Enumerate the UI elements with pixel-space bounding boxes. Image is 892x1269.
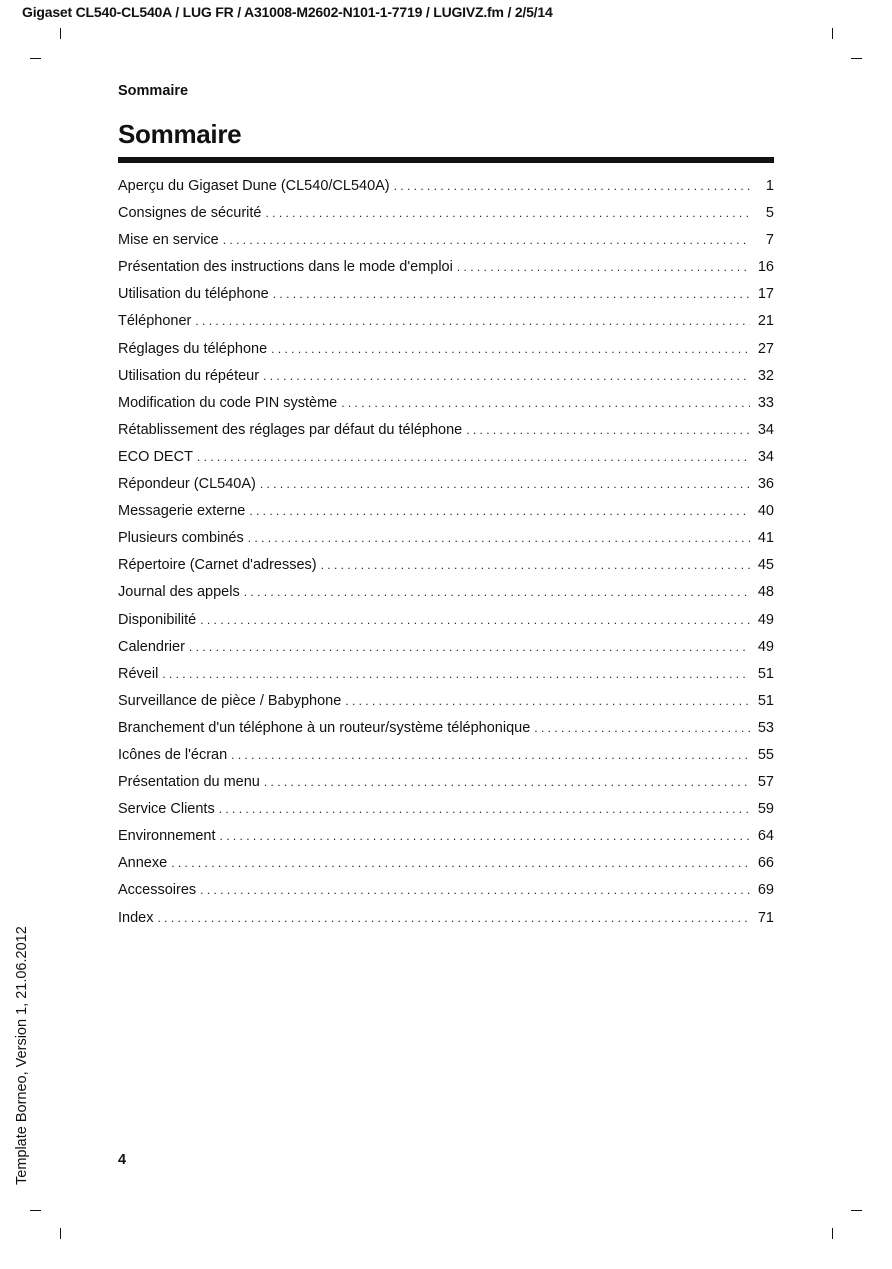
toc-entry-label[interactable]: Consignes de sécurité xyxy=(118,205,262,222)
crop-mark xyxy=(851,1210,862,1211)
toc-entry-page[interactable]: 40 xyxy=(757,503,774,520)
toc-entry[interactable] xyxy=(118,584,774,611)
toc-entry-label[interactable]: Environnement xyxy=(118,828,216,845)
toc-dot-leader xyxy=(249,504,750,518)
toc-entry[interactable] xyxy=(118,693,774,720)
toc-dot-leader xyxy=(200,613,750,627)
toc-entry-label[interactable]: Calendrier xyxy=(118,638,185,655)
toc-entry-page[interactable]: 51 xyxy=(757,692,774,709)
toc-dot-leader xyxy=(345,694,750,708)
toc-entry-label[interactable]: Branchement d'un téléphone à un routeur/système téléphonique xyxy=(118,719,531,736)
toc-entry-label[interactable]: Plusieurs combinés xyxy=(118,530,244,547)
toc-entry[interactable] xyxy=(118,395,774,422)
toc-dot-leader xyxy=(264,775,750,789)
toc-entry-label[interactable]: ECO DECT xyxy=(118,448,193,465)
toc-entry[interactable] xyxy=(118,774,774,801)
toc-entry-page[interactable]: 48 xyxy=(757,584,774,601)
crop-mark xyxy=(30,1210,41,1211)
toc-dot-leader xyxy=(263,369,750,383)
toc-entry[interactable] xyxy=(118,259,774,286)
toc-entry[interactable] xyxy=(118,828,774,855)
toc-entry-label[interactable]: Présentation du menu xyxy=(118,774,260,791)
toc-entry-label[interactable]: Rétablissement des réglages par défaut du téléphone xyxy=(118,421,463,438)
toc-entry-label[interactable]: Répondeur (CL540A) xyxy=(118,476,256,493)
toc-entry[interactable] xyxy=(118,286,774,313)
file-info-header: Gigaset CL540-CL540A / LUG FR / A31008-M2602-N101-1-7719 / LUGIVZ.fm / 2/5/14 xyxy=(22,4,553,20)
toc-entry-label[interactable]: Disponibilité xyxy=(118,611,197,628)
toc-entry-page[interactable]: 71 xyxy=(757,909,774,926)
toc-entry[interactable] xyxy=(118,855,774,882)
toc-entry-page[interactable]: 45 xyxy=(757,557,774,574)
toc-entry-label[interactable]: Journal des appels xyxy=(118,584,240,601)
toc-entry-page[interactable]: 66 xyxy=(757,855,774,872)
toc-entry-page[interactable]: 33 xyxy=(757,394,774,411)
toc-entry-label[interactable]: Aperçu du Gigaset Dune (CL540/CL540A) xyxy=(118,178,390,194)
toc-entry[interactable] xyxy=(118,449,774,476)
title-rule xyxy=(118,157,774,163)
toc-entry[interactable] xyxy=(118,178,774,205)
toc-entry-label[interactable]: Annexe xyxy=(118,855,168,872)
toc-entry[interactable] xyxy=(118,341,774,368)
crop-mark xyxy=(30,58,41,59)
crop-mark xyxy=(60,1228,61,1239)
toc-entry-label[interactable]: Messagerie externe xyxy=(118,503,246,520)
toc-entry-label[interactable]: Réglages du téléphone xyxy=(118,340,268,357)
toc-entry-label[interactable]: Accessoires xyxy=(118,882,197,899)
toc-entry-label[interactable]: Utilisation du répéteur xyxy=(118,367,260,384)
toc-entry-page[interactable]: 7 xyxy=(765,232,774,249)
crop-mark xyxy=(832,1228,833,1239)
toc-dot-leader xyxy=(162,667,750,681)
toc-dot-leader xyxy=(271,342,750,356)
toc-entry-label[interactable]: Modification du code PIN système xyxy=(118,394,338,411)
toc-dot-leader xyxy=(200,883,750,897)
toc-entry-page[interactable]: 21 xyxy=(757,313,774,330)
toc-dot-leader xyxy=(195,314,750,328)
toc-entry[interactable] xyxy=(118,720,774,747)
toc-entry-page[interactable]: 64 xyxy=(757,828,774,845)
toc-entry-page[interactable]: 32 xyxy=(757,367,774,384)
toc-dot-leader xyxy=(171,856,750,870)
toc-dot-leader xyxy=(248,531,750,545)
toc-entry-page[interactable]: 34 xyxy=(757,448,774,465)
toc-entry[interactable] xyxy=(118,910,774,937)
toc-entry[interactable] xyxy=(118,476,774,503)
toc-entry[interactable] xyxy=(118,313,774,340)
toc-dot-leader xyxy=(466,423,750,437)
toc-entry-label[interactable]: Utilisation du téléphone xyxy=(118,286,269,303)
toc-entry-page[interactable]: 59 xyxy=(757,801,774,818)
toc-entry-page[interactable]: 51 xyxy=(757,665,774,682)
toc-entry-page[interactable]: 1 xyxy=(765,178,774,194)
toc-entry[interactable] xyxy=(118,422,774,449)
toc-entry-page[interactable]: 36 xyxy=(757,476,774,493)
toc-entry-page[interactable]: 17 xyxy=(757,286,774,303)
toc-entry[interactable] xyxy=(118,801,774,828)
toc-entry-label[interactable]: Réveil xyxy=(118,665,159,682)
toc-entry-page[interactable]: 41 xyxy=(757,530,774,547)
toc-entry-page[interactable]: 69 xyxy=(757,882,774,899)
toc-dot-leader xyxy=(265,206,750,220)
toc-entry[interactable] xyxy=(118,503,774,530)
toc-dot-leader xyxy=(341,396,750,410)
toc-dot-leader xyxy=(457,260,750,274)
toc-entry-page[interactable]: 55 xyxy=(757,746,774,763)
toc-entry-page[interactable]: 49 xyxy=(757,638,774,655)
toc-entry-page[interactable]: 5 xyxy=(765,205,774,222)
page-title: Sommaire xyxy=(118,119,242,149)
toc-dot-leader xyxy=(197,450,750,464)
toc-entry[interactable] xyxy=(118,612,774,639)
crop-mark xyxy=(851,58,862,59)
toc-entry[interactable] xyxy=(118,530,774,557)
toc-dot-leader xyxy=(394,179,750,193)
running-head: Sommaire xyxy=(118,83,189,99)
toc-dot-leader xyxy=(534,721,750,735)
toc-dot-leader xyxy=(260,477,750,491)
toc-entry-page[interactable]: 57 xyxy=(757,774,774,791)
toc-entry[interactable] xyxy=(118,639,774,666)
crop-mark xyxy=(60,28,61,39)
toc-entry[interactable] xyxy=(118,368,774,395)
toc-dot-leader xyxy=(220,829,750,843)
toc-entry-label[interactable]: Icônes de l'écran xyxy=(118,746,228,763)
toc-dot-leader xyxy=(273,287,750,301)
toc-entry-label[interactable]: Surveillance de pièce / Babyphone xyxy=(118,692,342,709)
toc-entry[interactable] xyxy=(118,666,774,693)
toc-entry-label[interactable]: Répertoire (Carnet d'adresses) xyxy=(118,557,317,574)
toc-entry[interactable] xyxy=(118,205,774,232)
page-number: 4 xyxy=(118,1152,127,1168)
toc-dot-leader xyxy=(219,802,750,816)
toc-entry[interactable] xyxy=(118,557,774,584)
toc-entry-label[interactable]: Service Clients xyxy=(118,801,215,818)
toc-entry-page[interactable]: 27 xyxy=(757,340,774,357)
template-info: Template Borneo, Version 1, 21.06.2012 xyxy=(14,926,30,1185)
toc-dot-leader xyxy=(189,640,750,654)
table-of-contents xyxy=(118,178,774,937)
toc-entry[interactable] xyxy=(118,747,774,774)
toc-entry-label[interactable]: Mise en service xyxy=(118,232,219,249)
toc-dot-leader xyxy=(244,585,750,599)
crop-mark xyxy=(832,28,833,39)
toc-entry[interactable] xyxy=(118,882,774,909)
toc-dot-leader xyxy=(223,233,750,247)
toc-entry-page[interactable]: 34 xyxy=(757,421,774,438)
toc-entry[interactable] xyxy=(118,232,774,259)
toc-entry-label[interactable]: Présentation des instructions dans le mode d'emploi xyxy=(118,259,453,276)
toc-dot-leader xyxy=(157,911,750,925)
toc-entry-label[interactable]: Index xyxy=(118,909,154,926)
toc-entry-page[interactable]: 49 xyxy=(757,611,774,628)
toc-entry-page[interactable]: 16 xyxy=(757,259,774,276)
toc-entry-page[interactable]: 53 xyxy=(757,719,774,736)
toc-entry-label[interactable]: Téléphoner xyxy=(118,313,192,330)
toc-dot-leader xyxy=(321,558,750,572)
toc-dot-leader xyxy=(231,748,750,762)
